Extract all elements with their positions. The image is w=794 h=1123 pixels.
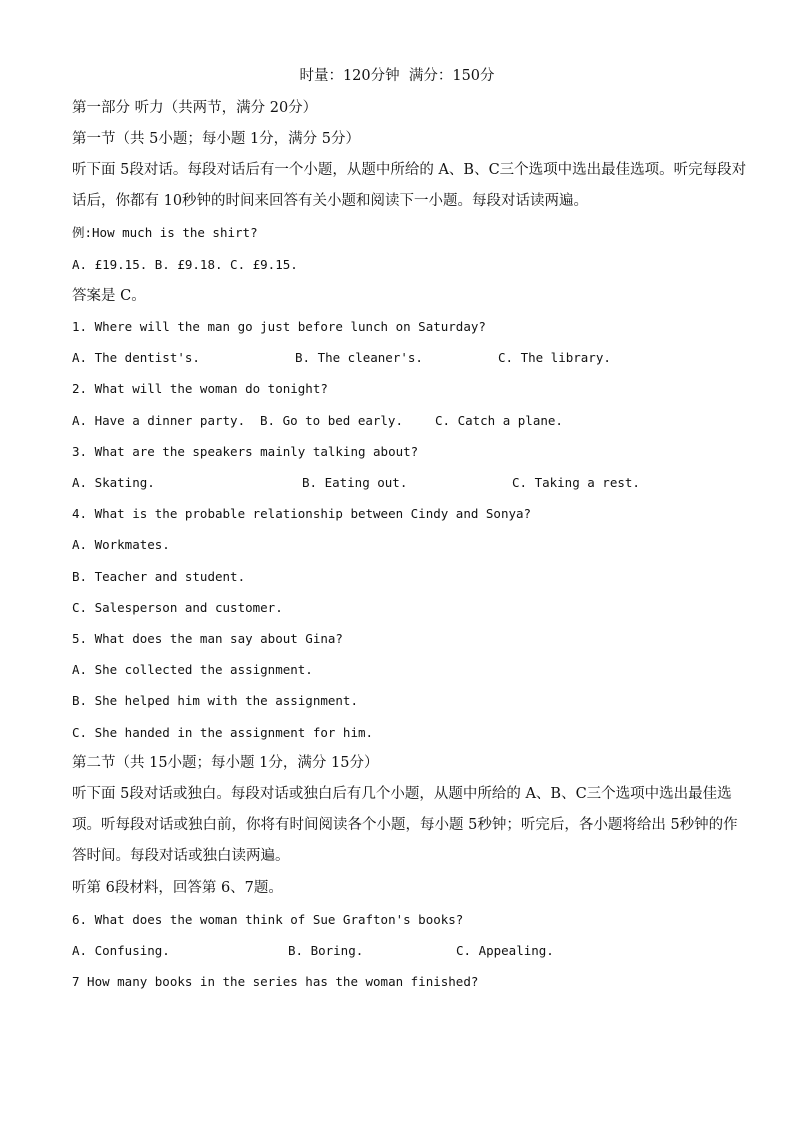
option-b: B. The cleaner's. xyxy=(295,350,423,365)
option-c: C. She handed in the assignment for him. xyxy=(72,725,374,740)
question-text: 1. Where will the man go just before lunch on Saturday? xyxy=(72,319,486,334)
option-a: A. Confusing. xyxy=(72,943,170,958)
option-b: B. She helped him with the assignment. xyxy=(72,693,358,708)
section-heading: 第一节（共 5小题；每小题 1分，满分 5分） xyxy=(72,131,361,147)
instructions-line: 话后，你都有 10秒钟的时间来回答有关小题和阅读下一小题。每段对话读两遍。 xyxy=(72,193,589,209)
example-options: A. £19.15. B. £9.18. C. £9.15. xyxy=(72,257,298,272)
question-text: 6. What does the woman think of Sue Grafton's books? xyxy=(72,912,464,927)
option-a: A. Have a dinner party. xyxy=(72,413,246,428)
option-c: C. Catch a plane. xyxy=(435,413,563,428)
option-b: B. Go to bed early. xyxy=(260,413,403,428)
example-question: 例:How much is the shirt? xyxy=(72,225,258,240)
instructions-line: 答时间。每段对话或独白读两遍。 xyxy=(72,848,290,864)
option-a: A. The dentist's. xyxy=(72,350,200,365)
option-b: B. Boring. xyxy=(288,943,364,958)
option-c: C. Appealing. xyxy=(456,943,554,958)
option-a: A. Skating. xyxy=(72,475,155,490)
question-text: 5. What does the man say about Gina? xyxy=(72,631,343,646)
example-answer: 答案是 C。 xyxy=(72,288,146,304)
instructions-line: 项。听每段对话或独白前，你将有时间阅读各个小题，每小题 5秒钟；听完后，各小题将给出 5秒钟的作 xyxy=(72,817,738,833)
option-b: B. Eating out. xyxy=(302,475,408,490)
option-a: A. Workmates. xyxy=(72,537,170,552)
option-a: A. She collected the assignment. xyxy=(72,662,313,677)
part-heading: 第一部分 听力（共两节，满分 20分） xyxy=(72,100,318,116)
instructions-line: 听下面 5段对话。每段对话后有一个小题，从题中所给的 A、B、C三个选项中选出最佳选项。听完每段对 xyxy=(72,162,747,178)
option-c: C. Salesperson and customer. xyxy=(72,600,283,615)
instructions-line: 听下面 5段对话或独白。每段对话或独白后有几个小题，从题中所给的 A、B、C三个选项中选出最佳选 xyxy=(72,786,732,802)
question-text: 3. What are the speakers mainly talking about? xyxy=(72,444,419,459)
option-b: B. Teacher and student. xyxy=(72,569,246,584)
section-heading: 第二节（共 15小题；每小题 1分，满分 15分） xyxy=(72,755,379,771)
exam-info: 时量：120分钟 满分：150分 xyxy=(299,68,495,84)
material-heading: 听第 6段材料，回答第 6、7题。 xyxy=(72,880,283,896)
question-text: 7 How many books in the series has the woman finished? xyxy=(72,974,479,989)
question-text: 2. What will the woman do tonight? xyxy=(72,381,328,396)
question-text: 4. What is the probable relationship between Cindy and Sonya? xyxy=(72,506,532,521)
option-c: C. The library. xyxy=(498,350,611,365)
option-c: C. Taking a rest. xyxy=(512,475,640,490)
